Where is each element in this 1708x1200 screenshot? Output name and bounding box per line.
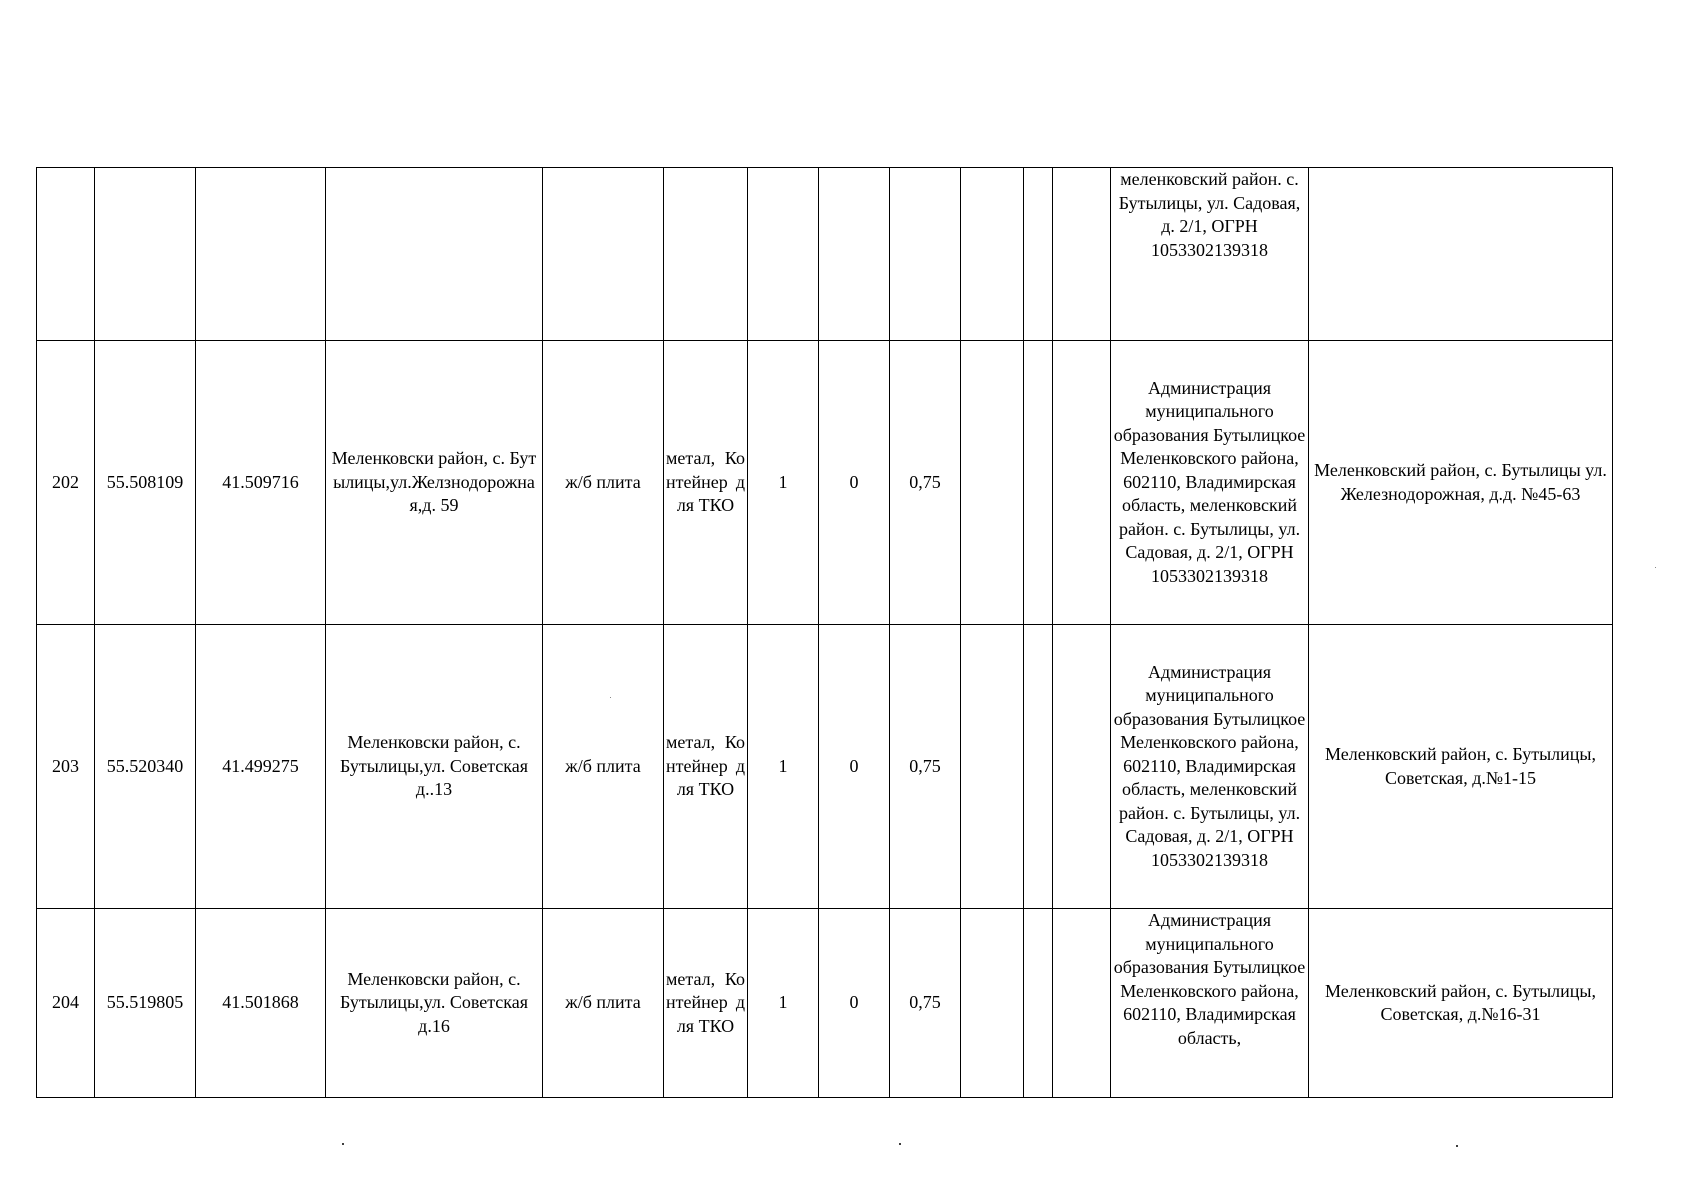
row-number-cell: 202: [37, 341, 95, 625]
served-objects-cell: Меленковский район, с. Бутылицы, Советская, д.№16-31: [1309, 909, 1613, 1098]
container-site-registry-table: [36, 167, 1613, 1098]
row-number-cell: 203: [37, 625, 95, 909]
empty-cell: [961, 909, 1024, 1098]
scan-speck: [610, 697, 611, 698]
container-material-cell: [664, 168, 748, 341]
owner-cell: Администрация муниципального образования Бутылицкое Меленковского района, 602110, Владимирская область, меленковский район. с. Бутылицы, ул. Садовая, д. 2/1, ОГРН 1053302139318: [1111, 341, 1309, 625]
container-count-cell: 1: [748, 341, 819, 625]
scan-speck: [1456, 1145, 1458, 1147]
surface-cell: ж/б плита: [543, 909, 664, 1098]
table-row: [37, 341, 1613, 625]
empty-cell: [1053, 341, 1111, 625]
planned-count-cell: 0: [819, 909, 890, 1098]
owner-cell: Администрация муниципального образования Бутылицкое Меленковского района, 602110, Владимирская область, меленковский район. с. Бутылицы, ул. Садовая, д. 2/1, ОГРН 1053302139318: [1111, 625, 1309, 909]
longitude-cell: [196, 168, 326, 341]
latitude-cell: 55.519805: [95, 909, 196, 1098]
row-number-cell: [37, 168, 95, 341]
container-count-cell: [748, 168, 819, 341]
served-objects-cell: [1309, 168, 1613, 341]
row-number-cell: 204: [37, 909, 95, 1098]
container-material-cell: метал, Контейнер для ТКО: [664, 909, 748, 1098]
empty-cell: [1053, 625, 1111, 909]
scan-speck: [899, 1143, 901, 1145]
surface-cell: ж/б плита: [543, 341, 664, 625]
surface-cell: [543, 168, 664, 341]
planned-count-cell: 0: [819, 625, 890, 909]
latitude-cell: 55.520340: [95, 625, 196, 909]
volume-cell: 0,75: [890, 625, 961, 909]
container-count-cell: 1: [748, 909, 819, 1098]
empty-cell: [1024, 341, 1053, 625]
container-count-cell: 1: [748, 625, 819, 909]
surface-cell: ж/б плита: [543, 625, 664, 909]
volume-cell: [890, 168, 961, 341]
latitude-cell: 55.508109: [95, 341, 196, 625]
owner-cell: меленковский район. с. Бутылицы, ул. Садовая, д. 2/1, ОГРН 1053302139318: [1111, 168, 1309, 341]
empty-cell: [1024, 625, 1053, 909]
empty-cell: [1053, 168, 1111, 341]
planned-count-cell: [819, 168, 890, 341]
address-cell: Меленковски район, с. Бутылицы,ул. Советская д..13: [326, 625, 543, 909]
scan-speck: [342, 1143, 344, 1145]
empty-cell: [961, 625, 1024, 909]
latitude-cell: [95, 168, 196, 341]
container-material-cell: метал, Контейнер для ТКО: [664, 341, 748, 625]
container-material-cell: метал, Контейнер для ТКО: [664, 625, 748, 909]
empty-cell: [1024, 909, 1053, 1098]
longitude-cell: 41.509716: [196, 341, 326, 625]
served-objects-cell: Меленковский район, с. Бутылицы ул. Железнодорожная, д.д. №45-63: [1309, 341, 1613, 625]
table-row: [37, 168, 1613, 341]
volume-cell: 0,75: [890, 909, 961, 1098]
scan-speck: [1655, 567, 1656, 568]
address-cell: Меленковски район, с. Бутылицы,ул. Советская д.16: [326, 909, 543, 1098]
longitude-cell: 41.499275: [196, 625, 326, 909]
empty-cell: [1053, 909, 1111, 1098]
planned-count-cell: 0: [819, 341, 890, 625]
table-row: [37, 909, 1613, 1098]
empty-cell: [961, 341, 1024, 625]
empty-cell: [1024, 168, 1053, 341]
longitude-cell: 41.501868: [196, 909, 326, 1098]
owner-cell: Администрация муниципального образования Бутылицкое Меленковского района, 602110, Владимирская область,: [1111, 909, 1309, 1098]
table-row: [37, 625, 1613, 909]
address-cell: [326, 168, 543, 341]
volume-cell: 0,75: [890, 341, 961, 625]
empty-cell: [961, 168, 1024, 341]
served-objects-cell: Меленковский район, с. Бутылицы, Советская, д.№1-15: [1309, 625, 1613, 909]
address-cell: Меленковски район, с. Бутылицы,ул.Желзнодорожная,д. 59: [326, 341, 543, 625]
